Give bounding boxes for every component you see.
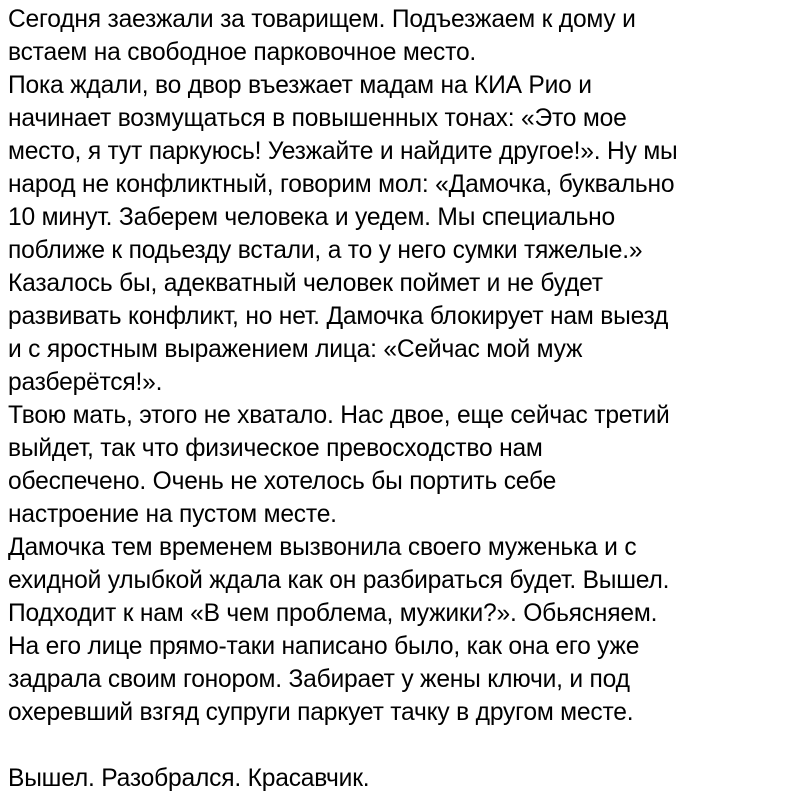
text-line: Твою мать, этого не хватало. Нас двое, еще сейчас третий [8,402,670,429]
text-line: Казалось бы, адекватный человек поймет и не будет [8,270,603,297]
text-line: На его лице прямо-таки написано было, как она его уже [8,633,640,660]
text-line: ехидной улыбкой ждала как он разбираться будет. Вышел. [8,567,670,594]
text-line: Вышел. Разобрался. Красавчик. [8,765,370,792]
story-text [8,3,798,795]
text-line: и с яростным выражением лица: «Сейчас мой муж [8,336,583,363]
blank-line [8,729,798,762]
text-line: начинает возмущаться в повышенных тонах: «Это мое [8,105,627,132]
text-line: настроение на пустом месте. [8,501,337,528]
text-line: место, я тут паркуюсь! Уезжайте и найдите другое!». Ну мы [8,138,678,165]
text-line: 10 минут. Заберем человека и уедем. Мы специально [8,204,616,231]
text-line: задрала своим гонором. Забирает у жены ключи, и под [8,666,630,693]
text-line: встаем на свободное парковочное место. [8,39,477,66]
text-line: разберётся!». [8,369,163,396]
text-line: выйдет, так что физическое превосходство нам [8,435,543,462]
text-line: народ не конфликтный, говорим мол: «Дамочка, буквально [8,171,675,198]
text-line: поближе к подьезду встали, а то у него сумки тяжелые.» [8,237,643,264]
text-line: Дамочка тем временем вызвонила своего муженька и с [8,534,637,561]
text-line: Сегодня заезжали за товарищем. Подъезжаем к дому и [8,6,636,33]
text-line: Подходит к нам «В чем проблема, мужики?». Обьясняем. [8,600,658,627]
text-line: охеревший взгяд супруги паркует тачку в другом месте. [8,699,634,726]
text-line: развивать конфликт, но нет. Дамочка блокирует нам выезд [8,303,669,330]
text-line: обеспечено. Очень не хотелось бы портить себе [8,468,557,495]
text-line: Пока ждали, во двор въезжает мадам на КИА Рио и [8,72,592,99]
